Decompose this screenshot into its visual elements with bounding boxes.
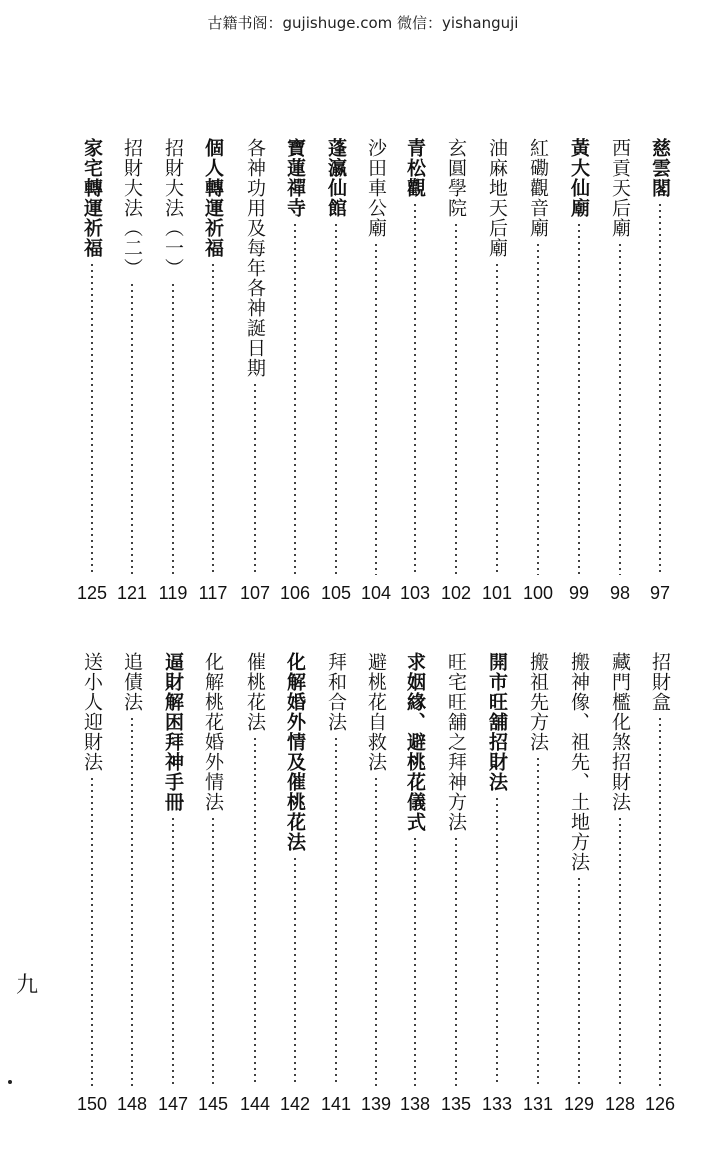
toc-entry-title: 紅磡觀音廟 <box>527 138 549 238</box>
dot-leader <box>335 736 337 1086</box>
toc-page-number: 141 <box>320 1094 352 1114</box>
toc-entry-title: 蓬瀛仙館 <box>325 138 347 218</box>
scan-speck <box>8 1080 12 1084</box>
toc-page-number: 102 <box>440 583 472 603</box>
toc-page-number: 105 <box>320 583 352 603</box>
dot-leader <box>537 242 539 575</box>
dot-leader <box>455 222 457 575</box>
toc-entry <box>648 138 672 583</box>
dot-leader <box>254 382 256 575</box>
toc-entry-title: 追債法 <box>121 652 143 712</box>
toc-entry-title: 各神功用及每年各神誕日期 <box>244 138 266 378</box>
toc-entry <box>364 652 388 1094</box>
dot-leader <box>91 776 93 1086</box>
dot-leader <box>455 836 457 1086</box>
toc-entry <box>526 138 550 583</box>
toc-page-number: 144 <box>239 1094 271 1114</box>
toc-page-number: 139 <box>360 1094 392 1114</box>
toc-page-number: 101 <box>481 583 513 603</box>
toc-entry-title: 送小人迎財法 <box>81 652 103 772</box>
toc-entry <box>567 138 591 583</box>
dot-leader <box>578 876 580 1086</box>
toc-entry-title: 藏門檻化煞招財法 <box>609 652 631 812</box>
toc-page-number: 103 <box>399 583 431 603</box>
toc-entry <box>608 652 632 1094</box>
dot-leader <box>496 796 498 1086</box>
toc-page-number: 107 <box>239 583 271 603</box>
toc-entry <box>485 138 509 583</box>
toc-entry <box>283 138 307 583</box>
toc-entry <box>403 138 427 583</box>
page-folio: 九 <box>16 973 39 998</box>
toc-page-number: 147 <box>157 1094 189 1114</box>
dot-leader <box>619 816 621 1086</box>
toc-page-number: 104 <box>360 583 392 603</box>
toc-entry <box>201 652 225 1094</box>
toc-entry-title: 沙田車公廟 <box>365 138 387 238</box>
dot-leader <box>537 756 539 1086</box>
toc-entry-title: 逼財解困拜神手冊 <box>162 652 184 812</box>
toc-page-number: 138 <box>399 1094 431 1114</box>
dot-leader <box>131 282 133 575</box>
toc-page-number: 117 <box>198 583 228 603</box>
toc-entry-title: 搬神像、祖先、土地方法 <box>568 652 590 872</box>
dot-leader <box>619 242 621 575</box>
toc-page-number: 98 <box>609 583 631 603</box>
toc-entry <box>444 652 468 1094</box>
dot-leader <box>172 816 174 1086</box>
toc-entry-title: 青松觀 <box>404 138 426 198</box>
toc-page-number: 145 <box>197 1094 229 1114</box>
toc-entry <box>283 652 307 1094</box>
toc-page-number: 99 <box>568 583 590 603</box>
dot-leader <box>254 736 256 1086</box>
dot-leader <box>91 262 93 575</box>
page-header: 古籍书阁：gujishuge.com 微信：yishanguji <box>207 14 519 32</box>
toc-entry-title: 慈雲閣 <box>649 138 671 198</box>
toc-entry-title: 旺宅旺舖之拜神方法 <box>445 652 467 832</box>
toc-entry-title: 招財大法（二） <box>121 138 143 278</box>
toc-page-number: 135 <box>440 1094 472 1114</box>
dot-leader <box>496 262 498 575</box>
dot-leader <box>659 716 661 1086</box>
toc-entry-title: 家宅轉運祈福 <box>81 138 103 258</box>
toc-entry <box>444 138 468 583</box>
dot-leader <box>578 222 580 575</box>
toc-entry-title: 催桃花法 <box>244 652 266 732</box>
dot-leader <box>294 222 296 575</box>
dot-leader <box>375 776 377 1086</box>
toc-entry <box>80 652 104 1094</box>
toc-page-number: 106 <box>279 583 311 603</box>
toc-entry-title: 招財盒 <box>649 652 671 712</box>
toc-entry <box>243 652 267 1094</box>
toc-entry-title: 黃大仙廟 <box>568 138 590 218</box>
dot-leader <box>131 716 133 1086</box>
toc-page-number: 128 <box>604 1094 636 1114</box>
toc-entry <box>403 652 427 1094</box>
dot-leader <box>294 856 296 1086</box>
dot-leader <box>212 262 214 575</box>
toc-entry-title: 求姻緣、避桃花儀式 <box>404 652 426 832</box>
toc-entry <box>161 652 185 1094</box>
toc-page-number: 125 <box>76 583 108 603</box>
dot-leader <box>335 222 337 575</box>
toc-entry <box>201 138 225 583</box>
toc-page-number: 133 <box>481 1094 513 1114</box>
toc-page-number: 148 <box>116 1094 148 1114</box>
toc-entry-title: 玄圓學院 <box>445 138 467 218</box>
toc-page-number: 131 <box>522 1094 554 1114</box>
toc-entry-title: 個人轉運祈福 <box>202 138 224 258</box>
toc-entry <box>608 138 632 583</box>
toc-page-number: 121 <box>116 583 148 603</box>
toc-entry-title: 寶蓮禪寺 <box>284 138 306 218</box>
toc-page-number: 119 <box>158 583 188 603</box>
toc-entry-title: 拜和合法 <box>325 652 347 732</box>
toc-entry <box>324 138 348 583</box>
toc-entry-title: 化解桃花婚外情法 <box>202 652 224 812</box>
dot-leader <box>414 202 416 575</box>
toc-entry <box>526 652 550 1094</box>
toc-entry <box>485 652 509 1094</box>
toc-entry <box>120 652 144 1094</box>
toc-entry-title: 油麻地天后廟 <box>486 138 508 258</box>
dot-leader <box>414 836 416 1086</box>
toc-page-number: 150 <box>76 1094 108 1114</box>
toc-entry <box>120 138 144 583</box>
dot-leader <box>375 242 377 575</box>
toc-entry <box>161 138 185 583</box>
toc-page-number: 126 <box>644 1094 676 1114</box>
toc-entry <box>243 138 267 583</box>
toc-entry <box>567 652 591 1094</box>
dot-leader <box>212 816 214 1086</box>
toc-entry-title: 化解婚外情及催桃花法 <box>284 652 306 852</box>
toc-page-number: 129 <box>563 1094 595 1114</box>
dot-leader <box>172 282 174 575</box>
toc-entry-title: 避桃花自救法 <box>365 652 387 772</box>
toc-entry <box>648 652 672 1094</box>
toc-entry-title: 招財大法（一） <box>162 138 184 278</box>
toc-entry-title: 西貢天后廟 <box>609 138 631 238</box>
toc-entry <box>364 138 388 583</box>
toc-page-number: 142 <box>279 1094 311 1114</box>
toc-entry <box>80 138 104 583</box>
toc-page-number: 100 <box>522 583 554 603</box>
toc-entry-title: 搬祖先方法 <box>527 652 549 752</box>
toc-page-number: 97 <box>649 583 671 603</box>
toc-entry <box>324 652 348 1094</box>
toc-entry-title: 開市旺舖招財法 <box>486 652 508 792</box>
dot-leader <box>659 202 661 575</box>
